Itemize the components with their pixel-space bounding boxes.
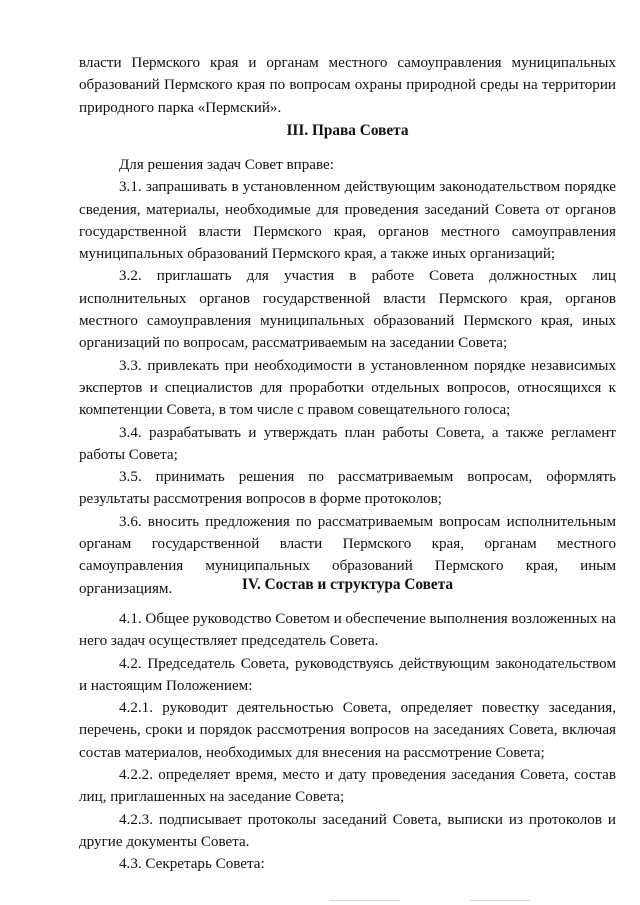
section-3-title: III. Права Совета [286,122,409,139]
section-4-item-4-2-2: 4.2.2. определяет время, место и дату проведения заседания Совета, состав лиц, приглашенных на заседание Совета; [79,767,616,806]
section-3-item-3-5: 3.5. принимать решения по рассматриваемым вопросам, оформлять результаты рассмотрения вопросов в форме протоколов; [79,469,616,508]
section-3-item-3-2: 3.2. приглашать для участия в работе Совета должностных лиц исполнительных органов государственной власти Пермского края, органов местного самоуправления муниципальных образований Пермского края, иных организаций по вопросам, рассматриваемым на заседании Совета; [79,268,616,352]
section-3-item-3-1: 3.1. запрашивать в установленном действующим законодательством порядке сведения, материалы, необходимые для проведения заседаний Совета от органов государственной власти Пермского края, органов местного самоуправления муниципальных образований Пермского края, а также иных организаций; [79,179,616,263]
section-4-item-4-3: 4.3. Секретарь Совета: [119,856,265,873]
scan-artifact [470,900,530,901]
section-4-item-4-2: 4.2. Председатель Совета, руководствуясь действующим законодательством и настоящим Положением: [79,655,616,694]
section-4-item-4-1: 4.1. Общее руководство Советом и обеспечение выполнения возложенных на него задач осуществляет председатель Совета. [79,611,616,650]
scan-artifact [330,900,400,901]
section-3-item-3-3: 3.3. привлекать при необходимости в установленном порядке независимых экспертов и специалистов для проработки отдельных вопросов, относящихся к компетенции Совета, в том числе с правом совещательного голоса; [79,357,616,419]
section-4-body [79,608,616,876]
section-4-item-4-2-1: 4.2.1. руководит деятельностью Совета, определяет повестку заседания, перечень, сроки и порядок рассмотрения вопросов на заседаниях Совета, включая состав материалов, необходимых для внесения на рассмотрение Совета; [79,700,616,761]
section-4-title: IV. Состав и структура Совета [241,576,454,593]
section-3-item-3-4: 3.4. разрабатывать и утверждать план работы Совета, а также регламент работы Совета; [79,424,616,463]
section-3-body [79,154,616,600]
section-3-item-3-6: 3.6. вносить предложения по рассматриваемым вопросам исполнительным органам государственной власти Пермского края, органам местного самоуправления муниципальных образований Пермского края, иным организациям. [79,513,616,597]
section-3-intro: Для решения задач Совет вправе: [119,157,334,173]
continuation-paragraph: власти Пермского края и органам местного самоуправления муниципальных образований Пермского края по вопросам охраны природной среды на территории природного парка «Пермский». [79,55,616,116]
section-4-item-4-2-3: 4.2.3. подписывает протоколы заседаний Совета, выписки из протоколов и другие документы Совета. [79,811,616,850]
continuation-block [79,52,616,119]
